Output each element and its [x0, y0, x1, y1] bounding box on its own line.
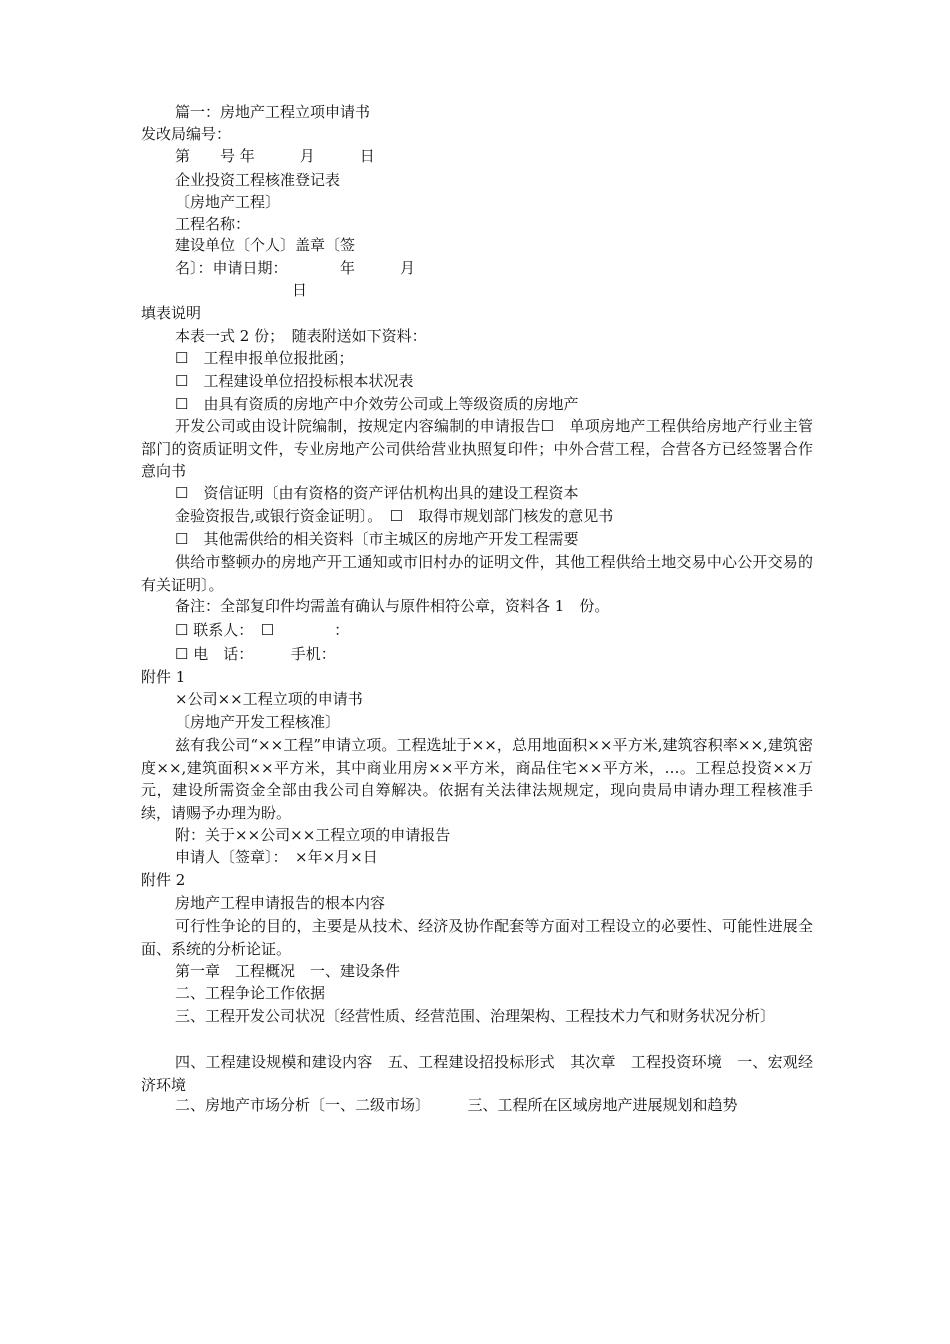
project-name: 工程名称： — [175, 215, 251, 233]
paragraph-4: 可行性争论的目的，主要是从技术、经济及协作配套等方面对工程设立的必要性、可能性进展全面、系统的分析论证。 — [141, 917, 813, 958]
copies-line: 本表一式 2 份； 随表附送如下资料： — [175, 327, 427, 345]
remark: 备注：全部复印件均需盖有确认与原件相符公章，资料各 1 份。 — [175, 597, 610, 615]
attachment-note: 附：关于××公司××工程立项的申请报告 — [175, 826, 451, 844]
form-title: 企业投资工程核准登记表 — [175, 171, 341, 189]
unit-line-3: 日 — [292, 281, 308, 299]
unit-line-1: 建设单位〔个人〕盖章〔签 — [175, 236, 356, 254]
chapter-1: 第一章 工程概况 一、建设条件 — [175, 962, 401, 980]
checklist-item-5: ☐ 其他需供给的相关资料〔市主城区的房地产开发工程需要 — [175, 530, 579, 548]
form-subtitle: 〔房地产工程〕 — [175, 193, 281, 211]
doc-title: 篇一：房地产工程立项申请书 — [175, 103, 371, 121]
phone-line: ☐ 电 话： 手机： — [175, 645, 336, 663]
checklist-item-4: ☐ 资信证明〔由有资格的资产评估机构出具的建设工程资本 — [175, 484, 579, 502]
checklist-item-3: ☐ 由具有资质的房地产中介效劳公司或上等级资质的房地产 — [175, 395, 579, 413]
checklist-item-1: ☐ 工程申报单位报批函； — [175, 349, 354, 367]
paragraph-2: 供给市整顿办的房地产开工通知或市旧村办的证明文件，其他工程供给土地交易中心公开交易的有关证明〕。 — [141, 553, 813, 594]
paragraph-3: 兹有我公司“××工程”申请立项。工程选址于××，总用地面积××平方米,建筑容积率××,建筑密度××,建筑面积××平方米，其中商业用房××平方米，商品住宅××平方米，…。工程总投资××万元，建设所需资金全部由我公司自筹解决。依据有关法律法规规定，现向贵局申请办理工程核准手续，请赐予办理为盼。 — [141, 736, 813, 822]
bureau-number: 发改局编号： — [141, 125, 232, 143]
contact-line: ☐ 联系人： ☐ ： — [175, 621, 350, 639]
attachment-1-title: ×公司××工程立项的申请书 — [175, 690, 363, 708]
applicant-line: 申请人〔签章〕： ×年×月×日 — [175, 848, 378, 866]
section-3: 三、工程开发公司状况〔经营性质、经营范围、治理架构、工程技术力气和财务状况分析〕 — [175, 1007, 776, 1025]
attachment-2-label: 附件 2 — [141, 871, 186, 889]
fill-instructions-title: 填表说明 — [141, 304, 202, 322]
unit-line-2: 名〕：申请日期： 年 月 — [175, 259, 416, 277]
attachment-2-title: 房地产工程申请报告的根本内容 — [175, 894, 386, 912]
checklist-item-4b: 金验资报告,或银行资金证明〕。 ☐ 取得市规划部门核发的意见书 — [175, 507, 614, 525]
attachment-1-subtitle: 〔房地产开发工程核准〕 — [175, 713, 341, 731]
section-5: 二、房地产市场分析〔一、二级市场〕 三、工程所在区域房地产进展规划和趋势 — [175, 1096, 738, 1114]
section-4: 四、工程建设规模和建设内容 五、工程建设招投标形式 其次章 工程投资环境 一、宏观经济环境 — [141, 1053, 813, 1094]
paragraph-1: 开发公司或由设计院编制，按规定内容编制的申请报告☐ 单项房地产工程供给房地产行业主管部门的资质证明文件，专业房地产公司供给营业执照复印件；中外合营工程，合营各方已经签署合作意向书 — [141, 417, 813, 480]
section-2: 二、工程争论工作依据 — [175, 984, 326, 1002]
date-line: 第 号 年 月 日 — [175, 147, 375, 165]
attachment-1-label: 附件 1 — [141, 668, 186, 686]
checklist-item-2: ☐ 工程建设单位招投标根本状况表 — [175, 372, 414, 390]
